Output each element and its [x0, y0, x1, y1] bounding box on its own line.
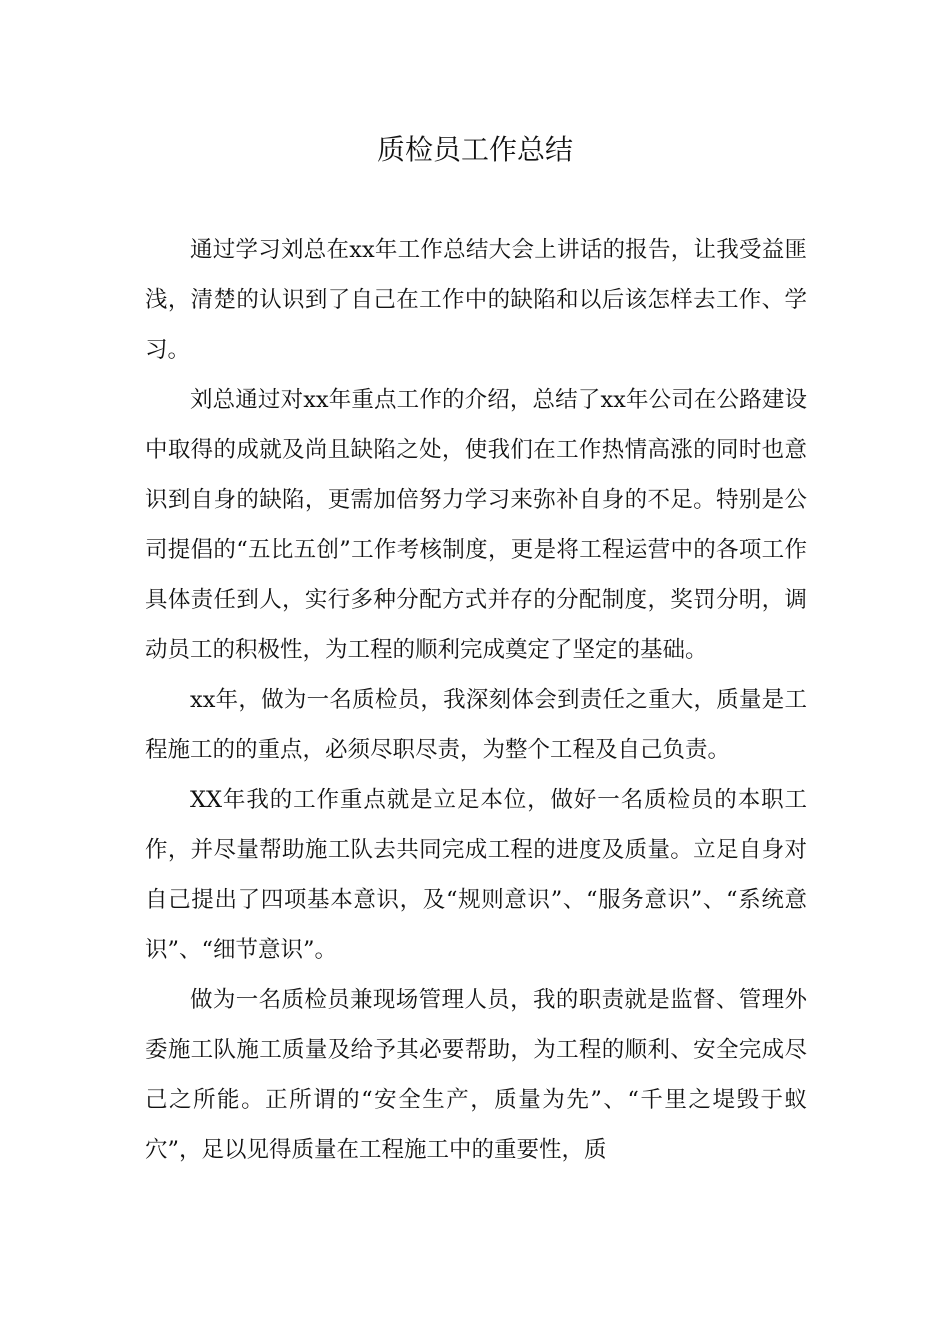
- paragraph: 刘总通过对xx年重点工作的介绍，总结了xx年公司在公路建设中取得的成就及尚且缺陷之处，使我们在工作热情高涨的同时也意识到自身的缺陷，更需加倍努力学习来弥补自身的不足。特别是公司提倡的“五比五创”工作考核制度，更是将工程运营中的各项工作具体责任到人，实行多种分配方式并存的分配制度，奖罚分明，调动员工的积极性，为工程的顺利完成奠定了坚定的基础。: [145, 387, 807, 663]
- paragraph: XX年我的工作重点就是立足本位，做好一名质检员的本职工作，并尽量帮助施工队去共同完成工程的进度及质量。立足自身对自己提出了四项基本意识，及“规则意识”、“服务意识”、“系统意识”、“细节意识”。: [145, 787, 807, 963]
- document-body: [145, 225, 807, 1175]
- paragraph: xx年，做为一名质检员，我深刻体会到责任之重大，质量是工程施工的的重点，必须尽职尽责，为整个工程及自己负责。: [145, 687, 807, 763]
- paragraph: 做为一名质检员兼现场管理人员，我的职责就是监督、管理外委施工队施工质量及给予其必要帮助，为工程的顺利、安全完成尽己之所能。正所谓的“安全生产，质量为先”、“千里之堤毁于蚁穴”，足以见得质量在工程施工中的重要性，质: [145, 987, 807, 1163]
- paragraph: 通过学习刘总在xx年工作总结大会上讲话的报告，让我受益匪浅，清楚的认识到了自己在工作中的缺陷和以后该怎样去工作、学习。: [145, 237, 807, 363]
- document-title: 质检员工作总结: [376, 133, 573, 166]
